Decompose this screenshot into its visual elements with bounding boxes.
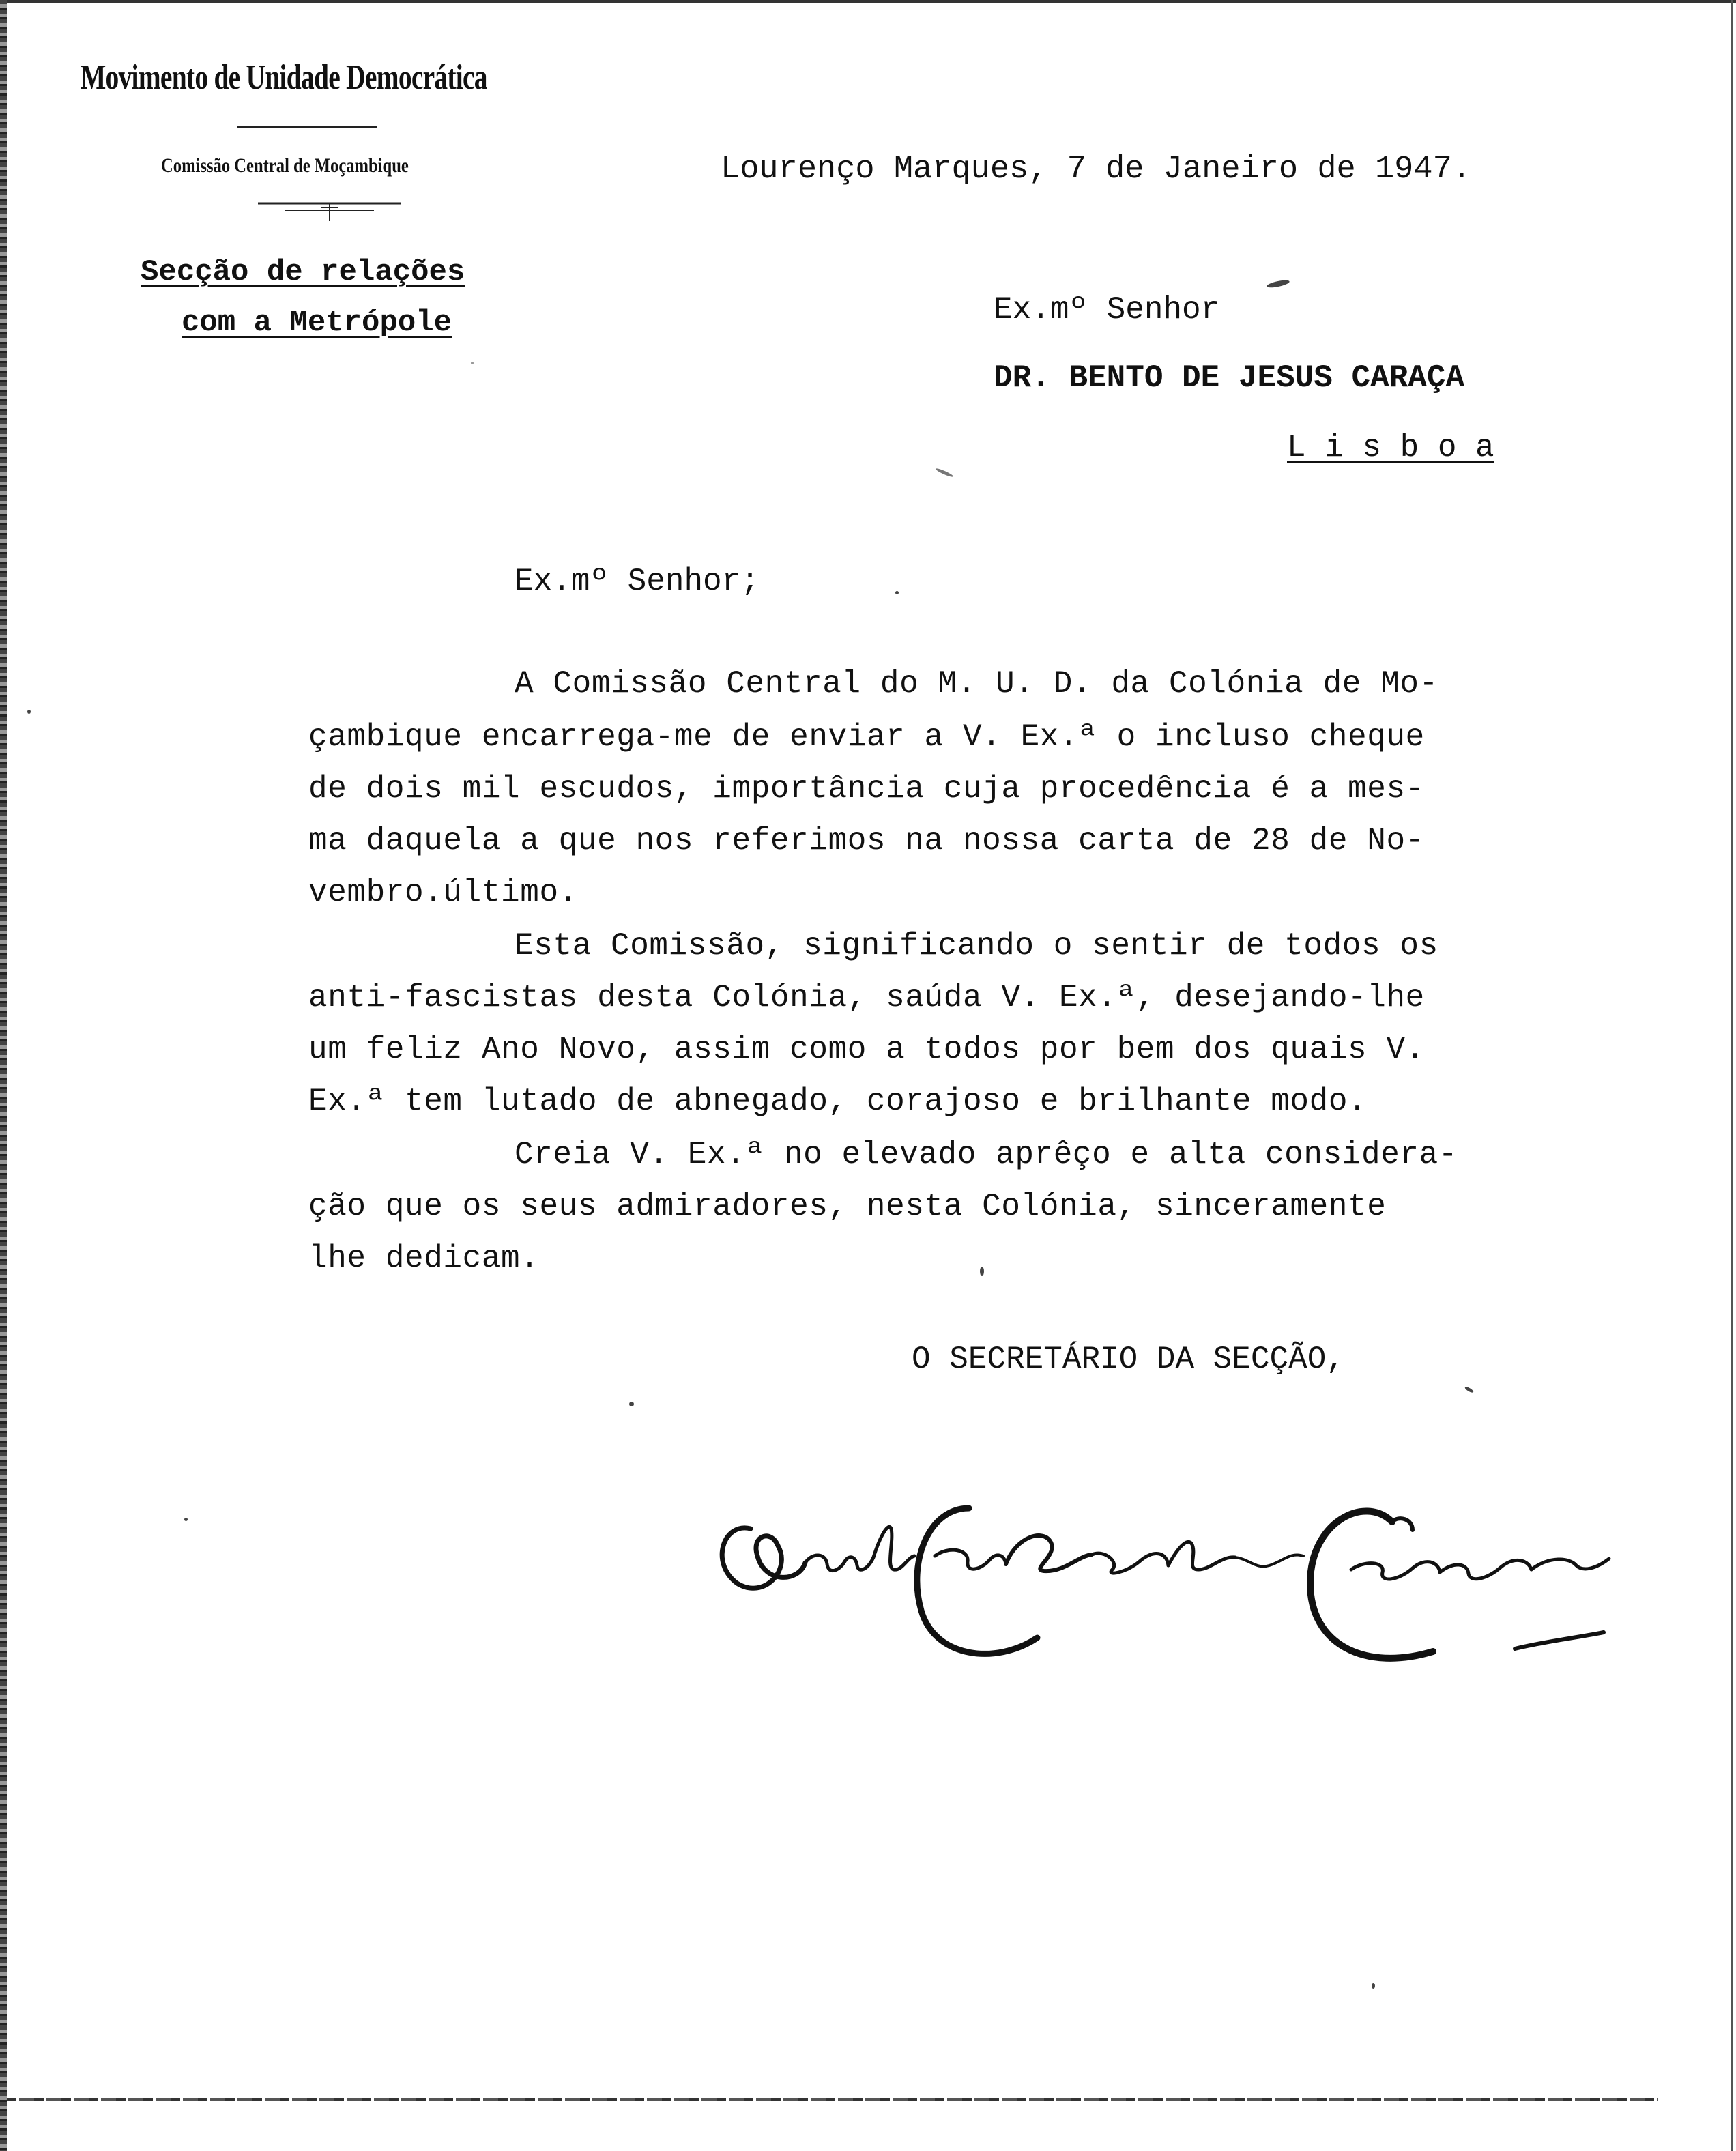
body-line-6: Esta Comissão, significando o sentir de todos os [515, 928, 1438, 964]
section-title-line-1: Secção de relações [141, 255, 465, 289]
body-line-2: çambique encarrega-me de enviar a V. Ex.ª o incluso cheque [308, 719, 1425, 755]
scan-speck [629, 1402, 634, 1406]
addressee-title: Ex.mº Senhor [994, 292, 1220, 328]
scan-edge-bottom [7, 2098, 1658, 2101]
scan-edge-right [1731, 0, 1733, 2151]
body-line-4: ma daquela a que nos referimos na nossa carta de 28 de No- [308, 823, 1425, 858]
addressee-city: L i s b o a [1287, 430, 1494, 465]
scan-speck [184, 1518, 188, 1521]
body-line-7: anti-fascistas desta Colónia, saúda V. Ex.ª, desejando-lhe [308, 980, 1425, 1015]
scan-speck [27, 710, 31, 714]
scan-speck [1464, 1386, 1475, 1394]
scan-edge-left [0, 0, 7, 2151]
letterhead-organization: Movimento de Unidade Democrática [81, 58, 487, 97]
scan-speck [895, 591, 899, 594]
body-line-11: ção que os seus admiradores, nesta Colónia, sinceramente [308, 1189, 1387, 1224]
section-title-line-2: com a Metrópole [182, 306, 452, 340]
letterhead-ornament [258, 198, 401, 225]
handwritten-signature [710, 1481, 1617, 1686]
letterhead-rule [237, 126, 377, 128]
scan-speck [935, 467, 954, 478]
body-line-3: de dois mil escudos, importância cuja procedência é a mes- [308, 771, 1425, 807]
dateline: Lourenço Marques, 7 de Janeiro de 1947. [721, 151, 1471, 188]
body-line-12: lhe dedicam. [308, 1241, 540, 1276]
scan-speck [471, 362, 474, 364]
signoff: O SECRETÁRIO DA SECÇÃO, [912, 1342, 1345, 1377]
scan-speck [1372, 1983, 1375, 1989]
scan-speck [1267, 279, 1290, 289]
body-line-5: vembro.último. [308, 875, 578, 910]
scan-speck [980, 1267, 984, 1276]
body-line-8: um feliz Ano Novo, assim como a todos por bem dos quais V. [308, 1032, 1425, 1067]
body-line-10: Creia V. Ex.ª no elevado aprêço e alta considera- [515, 1137, 1458, 1172]
salutation: Ex.mº Senhor; [515, 564, 760, 599]
body-line-9: Ex.ª tem lutado de abnegado, corajoso e brilhante modo. [308, 1084, 1368, 1119]
addressee-name: DR. BENTO DE JESUS CARAÇA [994, 360, 1465, 396]
scan-edge-top [0, 0, 1736, 3]
letterhead-commission: Comissão Central de Moçambique [161, 154, 409, 177]
body-line-1: A Comissão Central do M. U. D. da Colónia de Mo- [515, 666, 1438, 702]
